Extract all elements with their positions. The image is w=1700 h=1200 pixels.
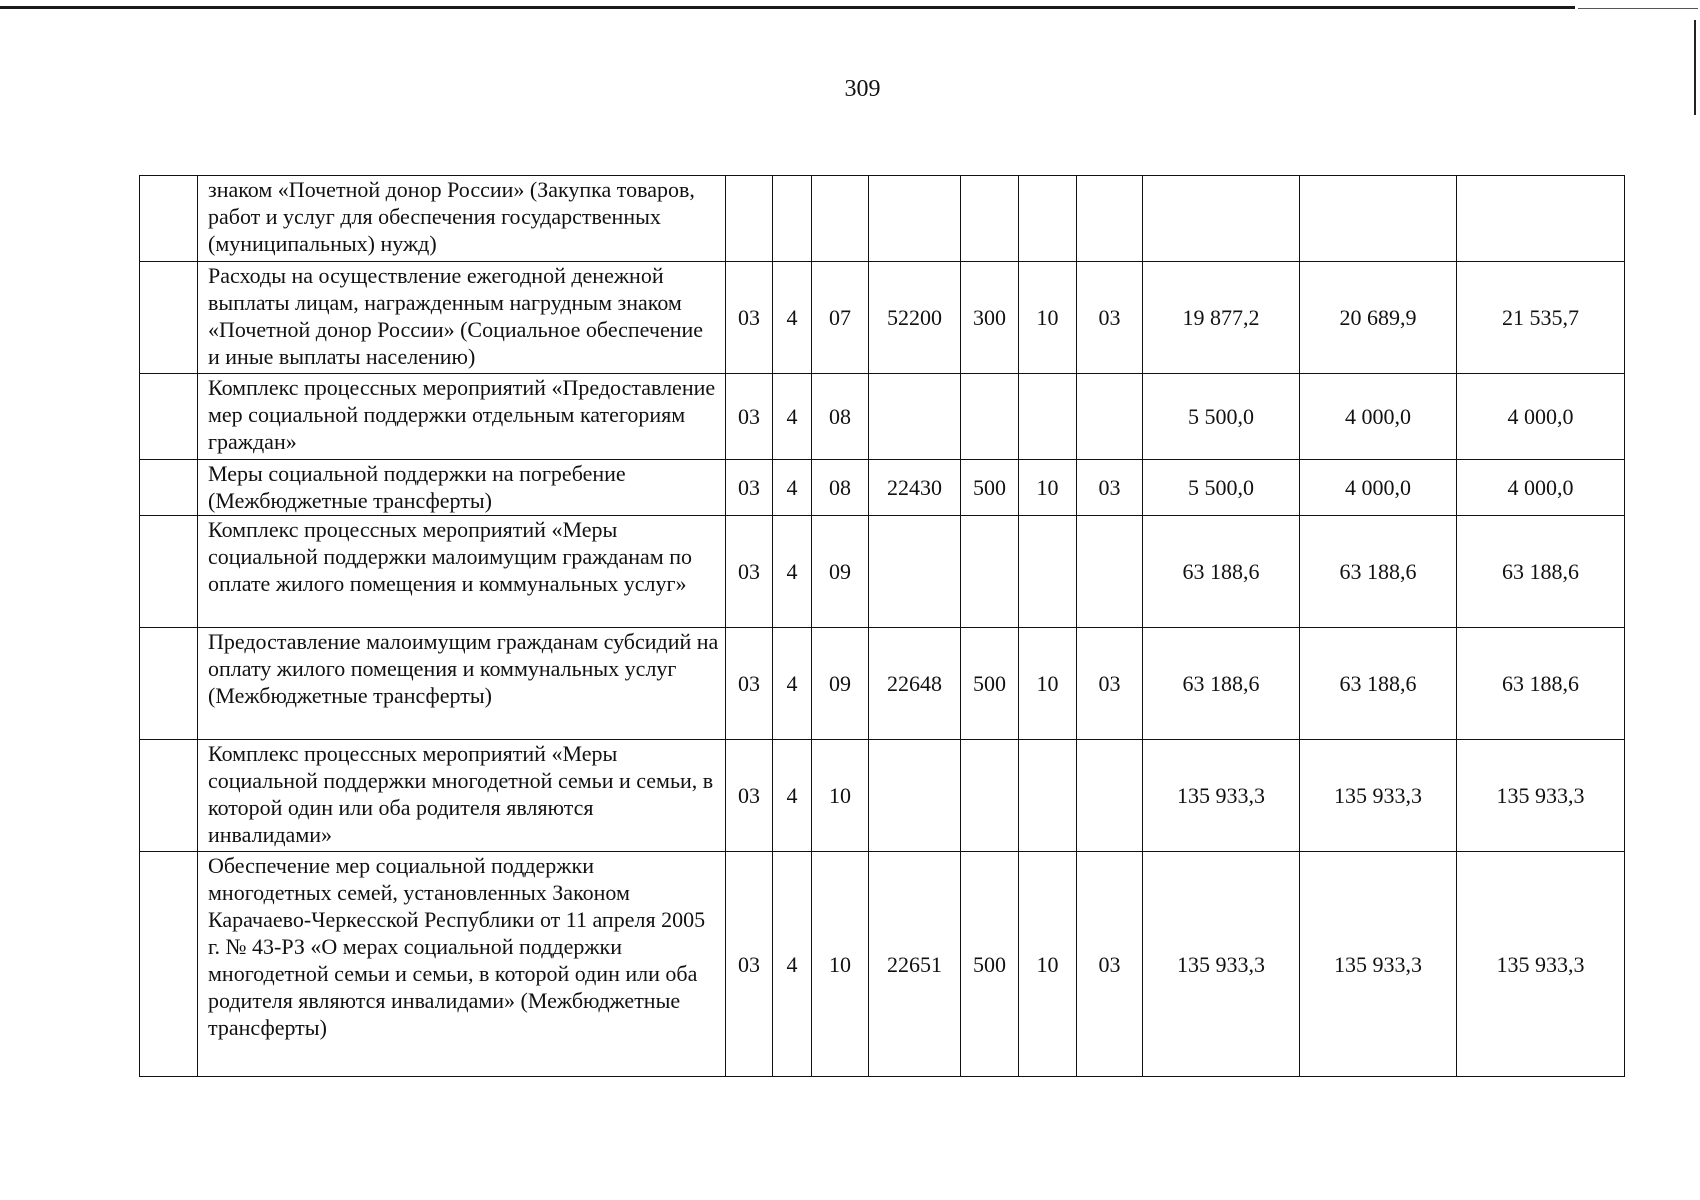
code-structural-element: 08 — [812, 460, 869, 516]
code-direction: 22430 — [869, 460, 961, 516]
code-subsection — [1077, 740, 1143, 852]
code-section: 10 — [1019, 852, 1077, 1077]
amount-year-3 — [1457, 176, 1625, 262]
amount-year-3: 4 000,0 — [1457, 374, 1625, 460]
code-ministry: 03 — [726, 460, 773, 516]
code-expense-type: 500 — [961, 852, 1019, 1077]
code-program-type: 4 — [773, 740, 812, 852]
code-expense-type: 500 — [961, 628, 1019, 740]
table-row — [140, 262, 1625, 374]
code-expense-type — [961, 516, 1019, 628]
code-subsection: 03 — [1077, 262, 1143, 374]
code-subsection — [1077, 516, 1143, 628]
table-row — [140, 628, 1625, 740]
code-ministry: 03 — [726, 740, 773, 852]
code-program-type: 4 — [773, 852, 812, 1077]
amount-year-1: 5 500,0 — [1143, 460, 1300, 516]
code-subsection: 03 — [1077, 628, 1143, 740]
code-ministry: 03 — [726, 516, 773, 628]
amount-year-3: 135 933,3 — [1457, 740, 1625, 852]
row-description: Предоставление малоимущим гражданам субсидий на оплату жилого помещения и коммунальных услуг (Межбюджетные трансферты) — [198, 628, 726, 740]
code-subsection — [1077, 374, 1143, 460]
amount-year-1: 5 500,0 — [1143, 374, 1300, 460]
amount-year-1: 63 188,6 — [1143, 516, 1300, 628]
code-direction — [869, 176, 961, 262]
code-subsection: 03 — [1077, 852, 1143, 1077]
row-description: знаком «Почетной донор России» (Закупка товаров, работ и услуг для обеспечения государственных (муниципальных) нужд) — [198, 176, 726, 262]
amount-year-2: 20 689,9 — [1300, 262, 1457, 374]
row-description: Меры социальной поддержки на погребение (Межбюджетные трансферты) — [198, 460, 726, 516]
amount-year-3: 21 535,7 — [1457, 262, 1625, 374]
row-index-cell — [140, 374, 198, 460]
amount-year-2: 63 188,6 — [1300, 628, 1457, 740]
code-direction: 22648 — [869, 628, 961, 740]
amount-year-3: 63 188,6 — [1457, 516, 1625, 628]
code-section: 10 — [1019, 628, 1077, 740]
code-ministry: 03 — [726, 262, 773, 374]
top-border-line-right — [1578, 8, 1698, 9]
table-row — [140, 374, 1625, 460]
code-subsection — [1077, 176, 1143, 262]
row-index-cell — [140, 628, 198, 740]
code-expense-type: 300 — [961, 262, 1019, 374]
row-index-cell — [140, 740, 198, 852]
amount-year-1: 19 877,2 — [1143, 262, 1300, 374]
row-index-cell — [140, 852, 198, 1077]
row-description: Комплекс процессных мероприятий «Меры социальной поддержки многодетной семьи и семьи, в которой один или оба родителя являются инвалидами» — [198, 740, 726, 852]
table-row — [140, 852, 1625, 1077]
amount-year-1 — [1143, 176, 1300, 262]
code-ministry: 03 — [726, 852, 773, 1077]
code-structural-element: 08 — [812, 374, 869, 460]
amount-year-2: 63 188,6 — [1300, 516, 1457, 628]
code-subsection: 03 — [1077, 460, 1143, 516]
code-direction — [869, 740, 961, 852]
budget-table — [139, 175, 1625, 1077]
code-program-type: 4 — [773, 262, 812, 374]
amount-year-1: 135 933,3 — [1143, 740, 1300, 852]
code-structural-element: 10 — [812, 740, 869, 852]
row-index-cell — [140, 460, 198, 516]
code-program-type: 4 — [773, 374, 812, 460]
amount-year-3: 4 000,0 — [1457, 460, 1625, 516]
row-description: Комплекс процессных мероприятий «Предоставление мер социальной поддержки отдельным категориям граждан» — [198, 374, 726, 460]
code-expense-type — [961, 740, 1019, 852]
code-direction: 22651 — [869, 852, 961, 1077]
table-row — [140, 176, 1625, 262]
amount-year-3: 63 188,6 — [1457, 628, 1625, 740]
row-description: Комплекс процессных мероприятий «Меры социальной поддержки малоимущим гражданам по оплате жилого помещения и коммунальных услуг» — [198, 516, 726, 628]
code-ministry — [726, 176, 773, 262]
code-section — [1019, 516, 1077, 628]
code-structural-element: 07 — [812, 262, 869, 374]
code-structural-element: 09 — [812, 516, 869, 628]
code-program-type — [773, 176, 812, 262]
code-expense-type — [961, 176, 1019, 262]
row-description: Обеспечение мер социальной поддержки многодетных семей, установленных Законом Карачаево-Черкесской Республики от 11 апреля 2005 г. № 43-РЗ «О мерах социальной поддержки многодетной семьи и семьи, в которой один или оба родителя являются инвалидами» (Межбюджетные трансферты) — [198, 852, 726, 1077]
row-index-cell — [140, 176, 198, 262]
top-border-line — [0, 6, 1575, 9]
row-index-cell — [140, 516, 198, 628]
code-structural-element: 09 — [812, 628, 869, 740]
amount-year-2: 135 933,3 — [1300, 852, 1457, 1077]
code-structural-element — [812, 176, 869, 262]
code-section: 10 — [1019, 262, 1077, 374]
amount-year-2: 4 000,0 — [1300, 374, 1457, 460]
code-section — [1019, 176, 1077, 262]
code-expense-type — [961, 374, 1019, 460]
code-program-type: 4 — [773, 628, 812, 740]
code-section — [1019, 740, 1077, 852]
row-description: Расходы на осуществление ежегодной денежной выплаты лицам, награжденным нагрудным знаком «Почетной донор России» (Социальное обеспечение и иные выплаты населению) — [198, 262, 726, 374]
code-ministry: 03 — [726, 374, 773, 460]
table-row — [140, 516, 1625, 628]
table-row — [140, 740, 1625, 852]
code-structural-element: 10 — [812, 852, 869, 1077]
table-row — [140, 460, 1625, 516]
page-number: 309 — [844, 76, 881, 102]
code-section: 10 — [1019, 460, 1077, 516]
code-program-type: 4 — [773, 460, 812, 516]
code-section — [1019, 374, 1077, 460]
code-ministry: 03 — [726, 628, 773, 740]
amount-year-3: 135 933,3 — [1457, 852, 1625, 1077]
code-direction — [869, 374, 961, 460]
code-program-type: 4 — [773, 516, 812, 628]
code-direction — [869, 516, 961, 628]
row-index-cell — [140, 262, 198, 374]
code-expense-type: 500 — [961, 460, 1019, 516]
table-body — [140, 176, 1625, 1077]
amount-year-2: 135 933,3 — [1300, 740, 1457, 852]
amount-year-2 — [1300, 176, 1457, 262]
amount-year-2: 4 000,0 — [1300, 460, 1457, 516]
amount-year-1: 63 188,6 — [1143, 628, 1300, 740]
code-direction: 52200 — [869, 262, 961, 374]
budget-table-container — [139, 175, 1624, 1077]
amount-year-1: 135 933,3 — [1143, 852, 1300, 1077]
